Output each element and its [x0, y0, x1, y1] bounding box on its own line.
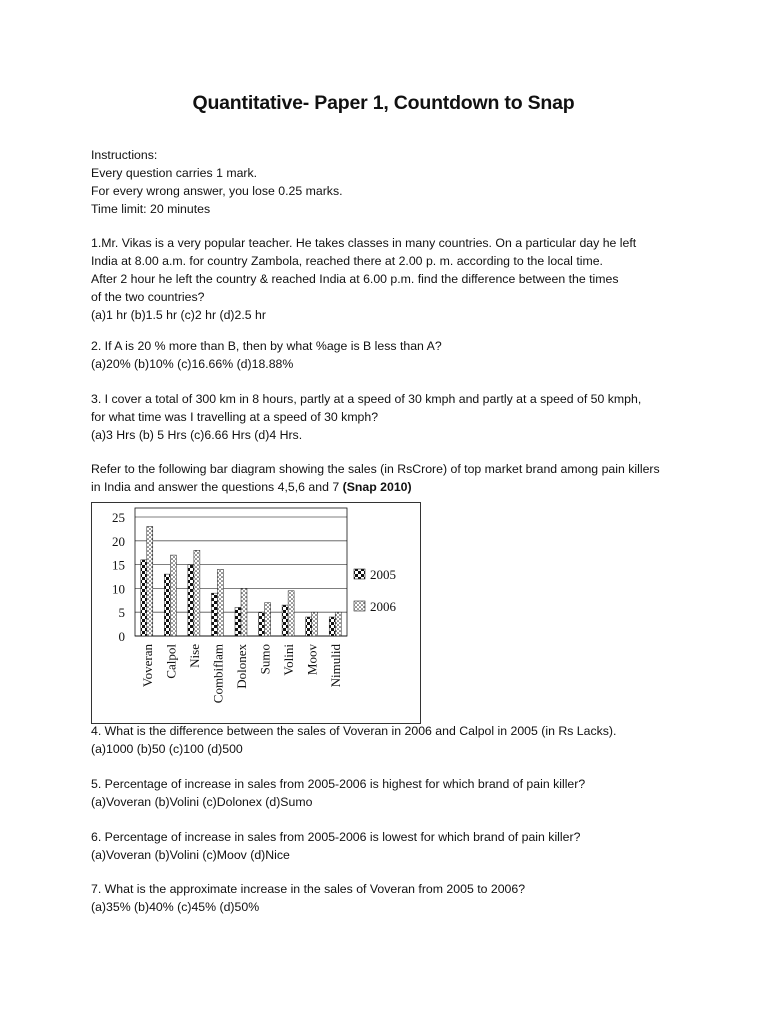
- legend-swatch-2005: [354, 569, 365, 579]
- question-options: (a)Voveran (b)Volini (c)Dolonex (d)Sumo: [91, 795, 313, 809]
- chart-intro-source: (Snap 2010): [342, 480, 412, 494]
- bar-2006: [312, 612, 318, 636]
- question-text: of the two countries?: [91, 290, 205, 304]
- question-2: [91, 337, 442, 373]
- bar-2005: [306, 617, 312, 636]
- question-7: [91, 880, 525, 916]
- bar-2005: [188, 565, 194, 636]
- question-1: [91, 234, 636, 324]
- bar-2006: [147, 527, 153, 636]
- y-tick-label: 25: [112, 510, 125, 525]
- bar-2006: [288, 591, 294, 636]
- chart-intro-text: Refer to the following bar diagram showing the sales (in RsCrore) of top market brand among pain killers: [91, 462, 660, 476]
- y-tick-label: 0: [118, 629, 125, 644]
- question-text: 2. If A is 20 % more than B, then by what %age is B less than A?: [91, 339, 442, 353]
- bar-2005: [141, 560, 147, 636]
- x-tick-label: Voveran: [139, 644, 155, 688]
- question-options: (a)3 Hrs (b) 5 Hrs (c)6.66 Hrs (d)4 Hrs.: [91, 428, 303, 442]
- bar-2005: [329, 617, 335, 636]
- sales-bar-chart: [91, 502, 421, 724]
- x-tick-label: Nimulid: [328, 644, 344, 688]
- x-tick-label: Nise: [186, 644, 202, 668]
- x-tick-label: Volini: [281, 644, 297, 676]
- bar-2005: [259, 612, 265, 636]
- x-tick-label: Sumo: [257, 644, 273, 675]
- question-6: [91, 828, 580, 864]
- question-4: [91, 722, 616, 758]
- question-text: 3. I cover a total of 300 km in 8 hours, partly at a speed of 30 kmph and partly at a speed of 50 kmph,: [91, 392, 642, 406]
- question-text: 1.Mr. Vikas is a very popular teacher. He takes classes in many countries. On a particular day he left: [91, 236, 637, 250]
- question-text: 7. What is the approximate increase in the sales of Voveran from 2005 to 2006?: [91, 882, 526, 896]
- x-tick-label: Combiflam: [210, 644, 226, 704]
- page-title: Quantitative- Paper 1, Countdown to Snap: [192, 92, 575, 114]
- question-text: India at 8.00 a.m. for country Zambola, reached there at 2.00 p. m. according to the local time.: [91, 254, 603, 268]
- y-tick-label: 10: [112, 581, 125, 597]
- question-text: 6. Percentage of increase in sales from 2005-2006 is lowest for which brand of pain killer?: [91, 830, 581, 844]
- instructions-heading: Instructions:: [91, 148, 158, 162]
- question-text: After 2 hour he left the country & reached India at 6.00 p.m. find the difference between the times: [91, 272, 619, 286]
- question-3: [91, 390, 641, 444]
- y-tick-label: 5: [118, 605, 125, 621]
- y-tick-label: 15: [112, 557, 125, 573]
- x-tick-label: Dolonex: [234, 644, 249, 689]
- bar-2006: [194, 550, 200, 636]
- instruction-line: Every question carries 1 mark.: [91, 166, 258, 180]
- question-options: (a)35% (b)40% (c)45% (d)50%: [91, 900, 260, 914]
- x-tick-label: Calpol: [163, 644, 179, 679]
- chart-intro: [91, 460, 660, 496]
- bar-2006: [335, 612, 341, 636]
- question-text: 4. What is the difference between the sales of Voveran in 2006 and Calpol in 2005 (in Rs Lacks).: [91, 724, 617, 738]
- bar-2006: [170, 555, 176, 636]
- legend-label: 2005: [370, 567, 396, 582]
- legend-label: 2006: [370, 599, 396, 614]
- chart-intro-text: in India and answer the questions 4,5,6 and 7: [91, 480, 340, 494]
- question-options: (a)Voveran (b)Volini (c)Moov (d)Nice: [91, 848, 290, 862]
- question-options: (a)1000 (b)50 (c)100 (d)500: [91, 742, 243, 756]
- legend-swatch-2006: [354, 601, 365, 611]
- question-text: for what time was I travelling at a speed of 30 kmph?: [91, 410, 379, 424]
- question-5: [91, 775, 585, 811]
- instructions: [91, 146, 343, 218]
- bar-2005: [235, 607, 241, 636]
- bar-2005: [211, 593, 217, 636]
- bar-2006: [241, 588, 247, 636]
- question-text: 5. Percentage of increase in sales from 2005-2006 is highest for which brand of pain killer?: [91, 777, 586, 791]
- question-options: (a)20% (b)10% (c)16.66% (d)18.88%: [91, 357, 294, 371]
- x-tick-label: Moov: [304, 644, 320, 676]
- instruction-line: Time limit: 20 minutes: [91, 202, 211, 216]
- bar-2005: [164, 574, 170, 636]
- bar-2005: [282, 605, 288, 636]
- instruction-line: For every wrong answer, you lose 0.25 marks.: [91, 184, 343, 198]
- bar-2006: [265, 603, 271, 636]
- bar-2006: [217, 569, 223, 636]
- chart-svg: [91, 502, 421, 724]
- y-tick-label: 20: [112, 533, 125, 549]
- question-options: (a)1 hr (b)1.5 hr (c)2 hr (d)2.5 hr: [91, 308, 266, 322]
